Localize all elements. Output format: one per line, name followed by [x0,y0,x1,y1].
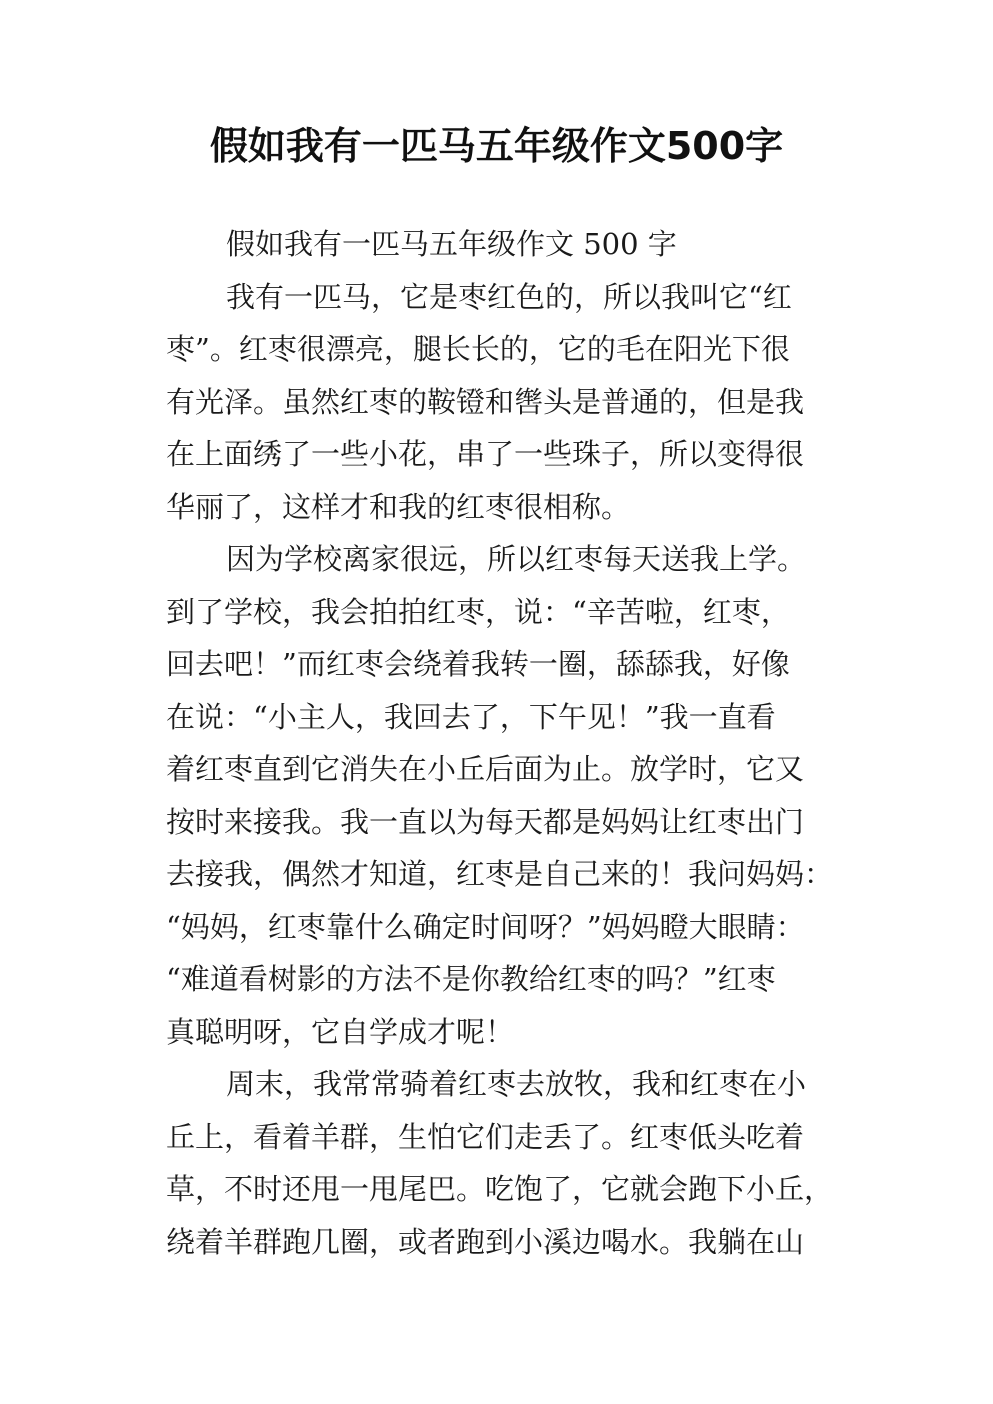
text-line: 枣”。红枣很漂亮，腿长长的，它的毛在阳光下很 [166,332,790,366]
text-line: 真聪明呀，它自学成才呢！ [166,1014,515,1049]
document-title: 假如我有一匹马五年级作文500字 [209,124,784,168]
text-line: 假如我有一匹马五年级作文 500 字 [226,227,677,261]
text-line: 因为学校离家很远，所以红枣每天送我上学。 [226,542,807,576]
text-line: 绕着羊群跑几圈，或者跑到小溪边喝水。我躺在山 [166,1224,805,1259]
text-line: 我有一匹马，它是枣红色的，所以我叫它“红 [226,279,792,314]
essay-body [166,218,838,1268]
text-line: 回去吧！”而红枣会绕着我转一圈，舔舔我，好像 [166,647,790,681]
text-line: “难道看树影的方法不是你教给红枣的吗？”红枣 [166,962,776,996]
text-line: 在说：“小主人，我回去了，下午见！”我一直看 [166,699,776,734]
text-line: 在上面绣了一些小花，串了一些珠子，所以变得很 [166,437,805,471]
text-line: 着红枣直到它消失在小丘后面为止。放学时，它又 [166,752,805,786]
text-line: “妈妈，红枣靠什么确定时间呀？”妈妈瞪大眼睛： [166,909,805,944]
text-line: 到了学校，我会拍拍红枣，说：“辛苦啦，红枣， [166,594,790,629]
text-line: 周末，我常常骑着红枣去放牧，我和红枣在小 [226,1067,807,1101]
text-line: 草，不时还甩一甩尾巴。吃饱了，它就会跑下小丘， [166,1172,834,1206]
text-line: 丘上，看着羊群，生怕它们走丢了。红枣低头吃着 [166,1119,805,1154]
text-line: 按时来接我。我一直以为每天都是妈妈让红枣出门 [166,804,805,839]
text-line: 有光泽。虽然红枣的鞍镫和辔头是普通的，但是我 [166,384,805,419]
text-line: 华丽了，这样才和我的红枣很相称。 [166,489,631,524]
text-line: 去接我，偶然才知道，红枣是自己来的！我问妈妈： [166,857,834,891]
